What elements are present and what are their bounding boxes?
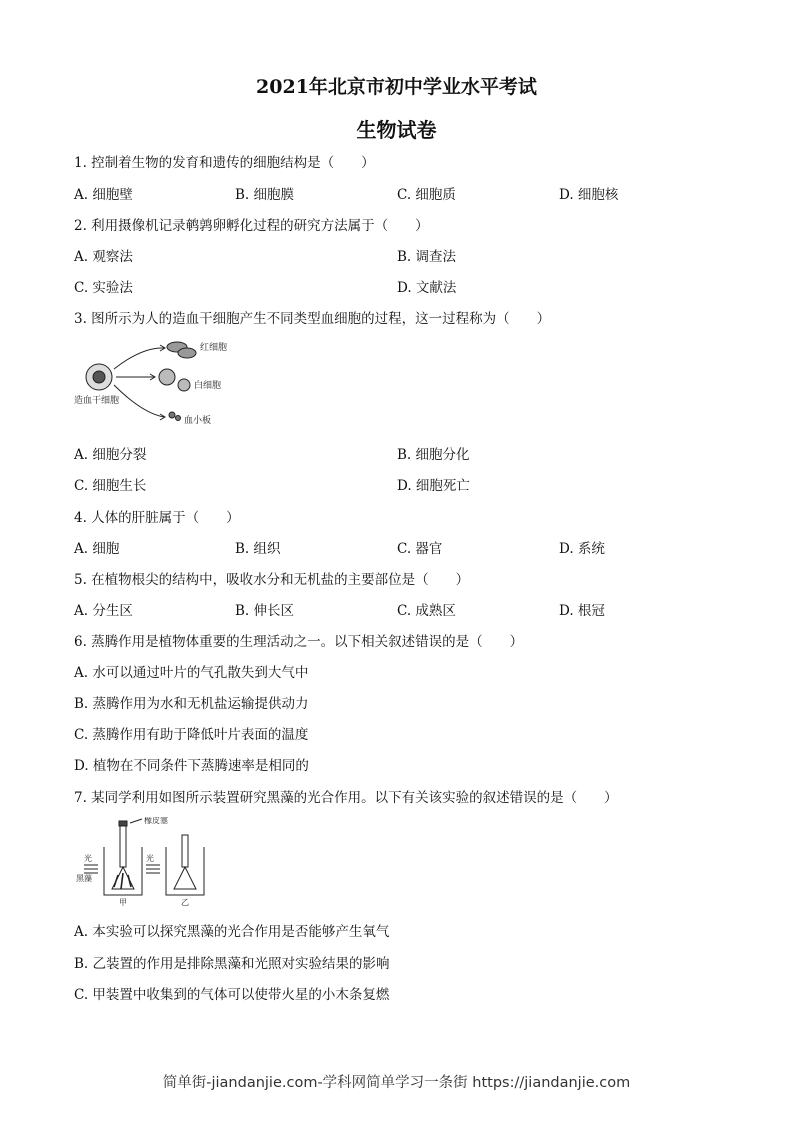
label-stem-cell: 造血干细胞 (74, 396, 120, 406)
question-7-option-a: A. 本实验可以探究黑藻的光合作用是否能够产生氧气 (74, 924, 390, 940)
question-6-option-b: B. 蒸腾作用为水和无机盐运输提供动力 (74, 696, 309, 712)
white-cell-icon (159, 369, 175, 385)
question-4-option-a: A. 细胞 (74, 541, 120, 557)
exam-subtitle: 生物试卷 (356, 118, 437, 142)
arrow-to-platelet (114, 385, 164, 417)
light-rays-jia (84, 865, 98, 873)
arrow-to-red-cell (114, 348, 164, 369)
question-5-option-a: A. 分生区 (74, 603, 133, 619)
question-2-option-a: A. 观察法 (74, 249, 133, 265)
question-2-stem: 2. 利用摄像机记录鹌鹑卵孵化过程的研究方法属于（ ） (74, 218, 429, 234)
question-5-option-c: C. 成熟区 (397, 603, 456, 619)
label-black-algae: 黑藻 (76, 874, 92, 883)
question-7-option-c: C. 甲装置中收集到的气体可以使带火星的小木条复燃 (74, 987, 390, 1003)
label-light-jia: 光 (84, 854, 92, 863)
question-1-option-b: B. 细胞膜 (235, 187, 295, 203)
label-red-cell: 红细胞 (200, 343, 228, 353)
question-6-option-a: A. 水可以通过叶片的气孔散失到大气中 (74, 665, 309, 681)
funnel-yi (174, 867, 196, 889)
question-3-option-c: C. 细胞生长 (74, 478, 147, 494)
question-4-option-b: B. 组织 (235, 541, 281, 557)
test-tube-yi (182, 835, 188, 867)
question-2-option-d: D. 文献法 (397, 280, 457, 296)
question-1-option-a: A. 细胞壁 (74, 187, 133, 203)
light-rays-yi (146, 865, 160, 873)
question-3-stem: 3. 图所示为人的造血干细胞产生不同类型血细胞的过程，这一过程称为（ ） (74, 311, 551, 327)
blood-cell-differentiation-figure (72, 335, 247, 430)
question-5-stem: 5. 在植物根尖的结构中，吸收水分和无机盐的主要部位是（ ） (74, 572, 470, 588)
question-1-option-d: D. 细胞核 (559, 187, 619, 203)
question-1-option-c: C. 细胞质 (397, 187, 456, 203)
platelet-icon (169, 412, 175, 418)
question-4-stem: 4. 人体的肝脏属于（ ） (74, 510, 240, 526)
black-algae-icon (114, 873, 131, 889)
question-7-option-b: B. 乙装置的作用是排除黑藻和光照对实验结果的影响 (74, 956, 390, 972)
label-jia: 甲 (119, 898, 127, 907)
question-2-option-b: B. 调查法 (397, 249, 457, 265)
label-rubber-stopper: 橡皮塞 (144, 817, 168, 825)
question-6-option-d: D. 植物在不同条件下蒸腾速率是相同的 (74, 758, 309, 774)
question-4-option-c: C. 器官 (397, 541, 443, 557)
test-tube-jia (120, 823, 126, 867)
label-yi: 乙 (181, 898, 189, 907)
label-platelet: 血小板 (184, 416, 212, 426)
label-light-yi: 光 (146, 854, 154, 863)
label-white-cell: 白细胞 (194, 381, 222, 391)
question-2-option-c: C. 实验法 (74, 280, 133, 296)
question-5-option-d: D. 根冠 (559, 603, 605, 619)
question-3-option-a: A. 细胞分裂 (74, 447, 147, 463)
exam-title: 2021年北京市初中学业水平考试 (256, 76, 537, 98)
beaker-jia (104, 847, 142, 895)
question-3-option-d: D. 细胞死亡 (397, 478, 470, 494)
question-6-option-c: C. 蒸腾作用有助于降低叶片表面的温度 (74, 727, 309, 743)
question-5-option-b: B. 伸长区 (235, 603, 295, 619)
question-7-stem: 7. 某同学利用如图所示装置研究黑藻的光合作用。以下有关该实验的叙述错误的是（ ） (74, 790, 618, 806)
beaker-yi (166, 847, 204, 895)
question-4-option-d: D. 系统 (559, 541, 605, 557)
question-3-option-b: B. 细胞分化 (397, 447, 470, 463)
rubber-stopper-icon (119, 821, 127, 826)
question-6-stem: 6. 蒸腾作用是植物体重要的生理活动之一。以下相关叙述错误的是（ ） (74, 634, 524, 650)
footer-watermark: 简单街-jiandanjie.com-学科网简单学习一条街 https://jiandanjie.com (162, 1075, 631, 1091)
photosynthesis-apparatus-figure (74, 817, 249, 907)
question-1-stem: 1. 控制着生物的发育和遗传的细胞结构是（ ） (74, 155, 375, 171)
